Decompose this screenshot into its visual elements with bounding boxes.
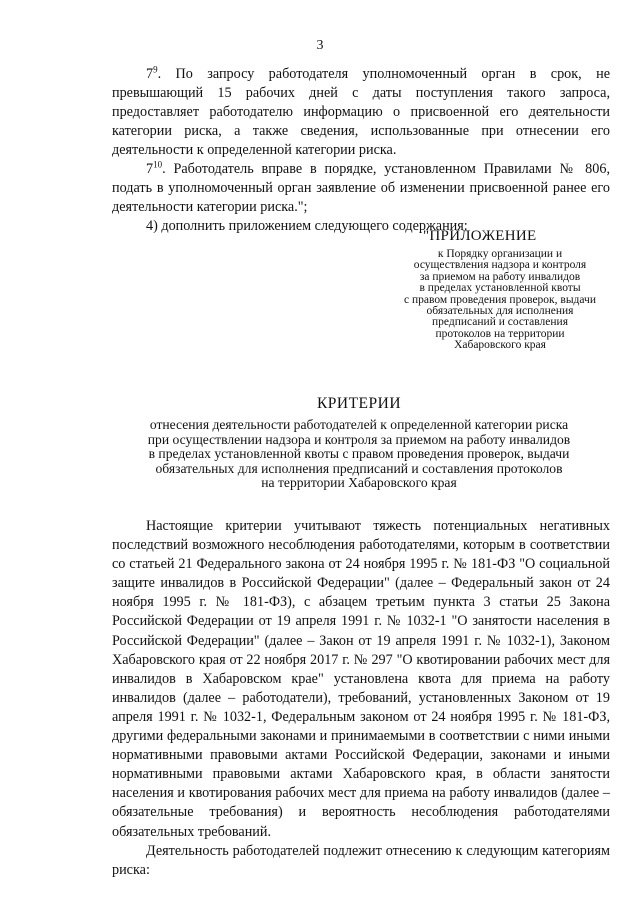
page-number: 3 bbox=[316, 38, 324, 53]
paragraph-number: 7 bbox=[146, 161, 154, 177]
paragraph-number: 7 bbox=[146, 66, 154, 82]
criteria-paragraph-2: Деятельность работодателей подлежит отнесению к следующим категориям риска: bbox=[112, 842, 610, 878]
appendix-title: "ПРИЛОЖЕНИЕ bbox=[423, 228, 537, 244]
criteria-paragraph-1: Настоящие критерии учитывают тяжесть потенциальных негативных последствий возможного несоблюдения работодателями, которым в соответствии со статьей 21 Федерального закона от 24 ноября 1995 г. № 181-ФЗ "О социальной защите инвалидов в Российской Федерации" (далее – Федеральный закон от 24 ноября 1995 г. № 181-ФЗ), с абзацем третьим пункта 3 статьи 25 Закона Российской Федерации от 19 апреля 1991 г. № 1032-1 "О занятости населения в Российской Федерации" (далее – Закон от 19 апреля 1991 г. № 1032-1), Законом Хабаровского края от 22 ноября 2017 г. № 297 "О квотировании рабочих мест для инвалидов в Хабаровском крае" установлена квота для приема на работу инвалидов (далее – работодатели), требований, установленных Законом от 19 апреля 1991 г. № 1032-1, Федеральным законом от 24 ноября 1995 г. № 181-ФЗ, другими федеральными законами и принимаемыми в соответствии с ними иными нормативными правовыми актами Российской Федерации, законами и иными нормативными правовыми актами Хабаровского края, в области занятости населения и квотирования рабочих мест для приема на работу инвалидов (далее – обязательные требования) и вероятность несоблюдения работодателями обязательных требований. bbox=[112, 518, 610, 840]
criteria-subheading: отнесения деятельности работодателей к определенной категории риска при осуществлении надзора и контроля за приемом на работу инвалидов в пределах установленной квоты с правом проведения проверок, выдачи обязательных для исполнения предписаний и составления протоколов на территории Хабаровского края bbox=[147, 417, 571, 490]
paragraph-7-9 bbox=[112, 65, 610, 160]
criteria-heading: КРИТЕРИИ bbox=[316, 395, 402, 412]
paragraph-7-10 bbox=[112, 160, 610, 217]
paragraph-item-4: 4) дополнить приложением следующего содержания: bbox=[146, 218, 468, 234]
paragraph-superscript: 9 bbox=[153, 64, 158, 75]
main-paragraphs bbox=[112, 517, 610, 880]
top-paragraphs bbox=[112, 65, 610, 236]
paragraph-superscript: 10 bbox=[153, 159, 163, 170]
paragraph-text: . Работодатель вправе в порядке, установленном Правилами № 806, подать в уполномоченный орган заявление об изменении присвоенной ранее его деятельности категории риска."; bbox=[112, 161, 610, 215]
paragraph-text: . По запросу работодателя уполномоченный орган в срок, не превышающий 15 рабочих дней с даты поступления такого запроса, предоставляет работодателю информацию о присвоенной его деятельности категории риска, а также сведения, использованные при отнесении его деятельности к определенной категории риска. bbox=[112, 66, 610, 158]
appendix-subtitle: к Порядку организации и осуществления надзора и контроля за приемом на работу инвалидов в пределах установленной квоты с правом проведения проверок, выдачи обязательных для исполнения предписаний и составления протоколов на территории Хабаровского края bbox=[404, 248, 596, 352]
